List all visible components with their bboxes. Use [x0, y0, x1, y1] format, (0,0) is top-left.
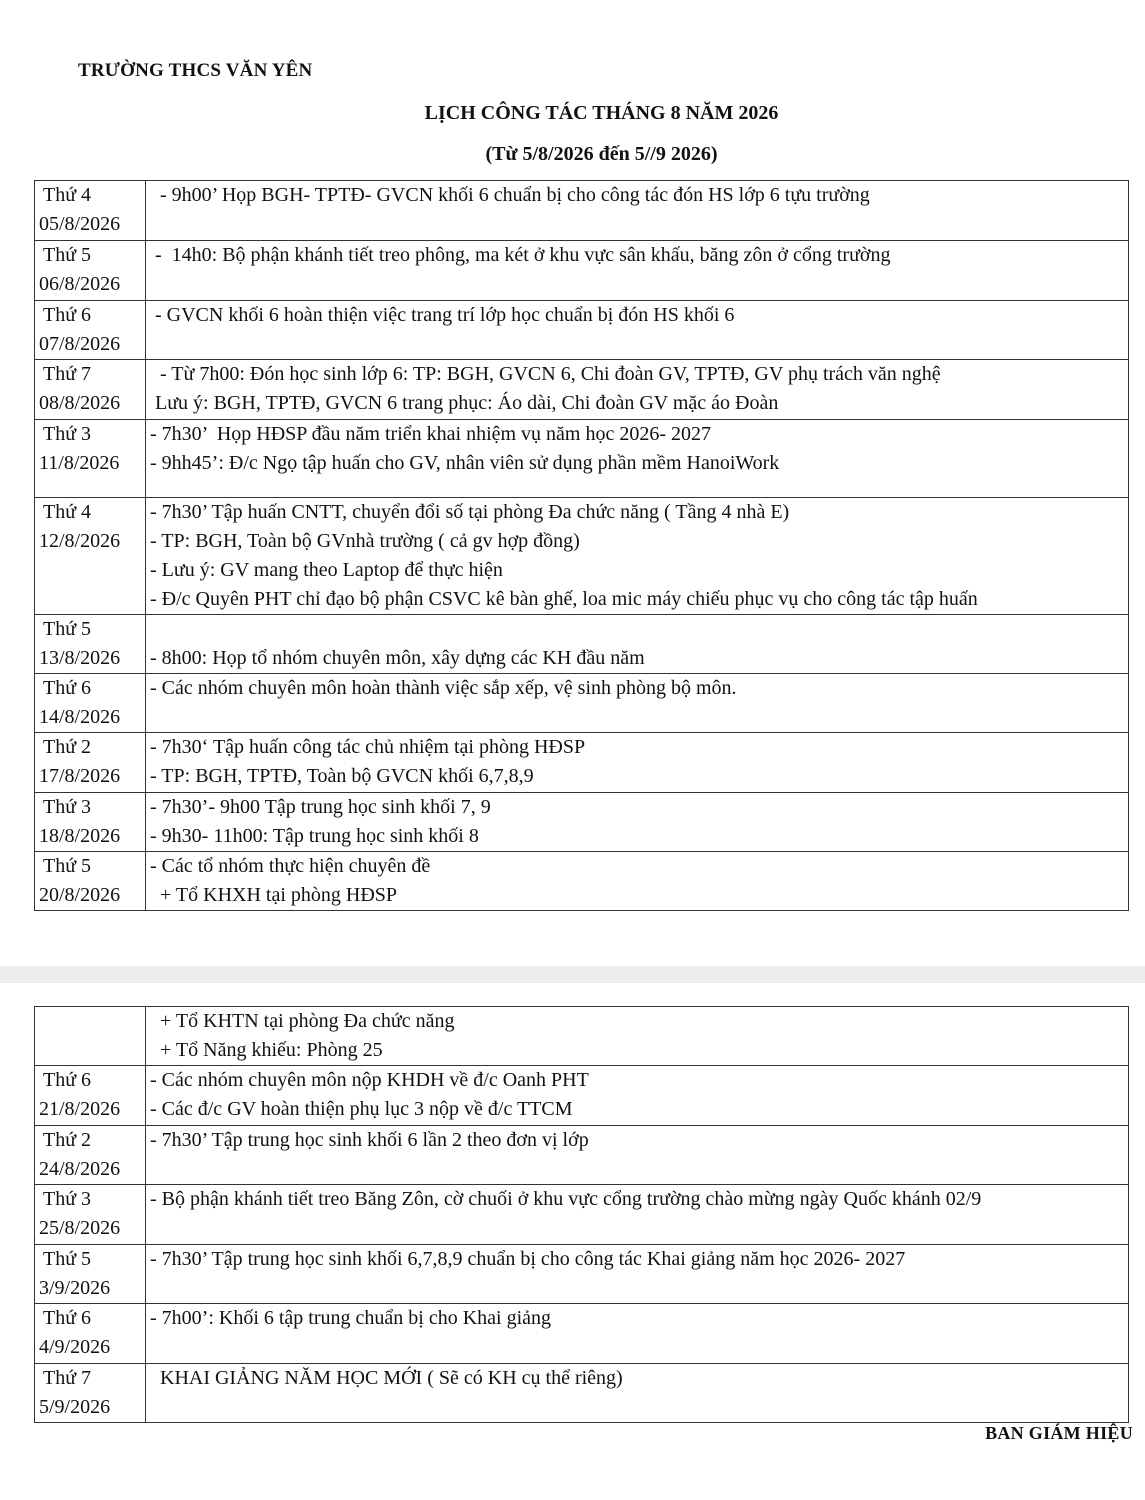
- day-cell: [35, 1066, 146, 1126]
- task-line: - 14h0: Bộ phận khánh tiết treo phông, ma két ở khu vực sân khấu, băng zôn ở cổng trường: [150, 244, 891, 266]
- task-line: - Đ/c Quyên PHT chỉ đạo bộ phận CSVC kê bàn ghế, loa mic máy chiếu phục vụ cho công tác tập huấn: [150, 588, 978, 610]
- schedule-row: [35, 181, 1129, 241]
- task-line: KHAI GIẢNG NĂM HỌC MỚI ( Sẽ có KH cụ thể riêng): [150, 1367, 623, 1389]
- schedule-row: [35, 1364, 1129, 1423]
- day-cell: [35, 1185, 146, 1245]
- weekday-label: Thứ 6: [43, 1069, 92, 1091]
- tasks-cell: [146, 1364, 1129, 1423]
- task-line: - 9h00’ Họp BGH- TPTĐ- GVCN khối 6 chuẩn bị cho công tác đón HS lớp 6 tựu trường: [150, 184, 870, 206]
- schedule-row: [35, 1245, 1129, 1304]
- weekday-label: Thứ 5: [43, 855, 92, 877]
- schedule-row: [35, 241, 1129, 301]
- date-label: 5/9/2026: [39, 1396, 111, 1418]
- schedule-table-1: [34, 180, 1129, 911]
- schedule-row: [35, 793, 1129, 852]
- day-cell: [35, 1245, 146, 1304]
- date-label: 07/8/2026: [39, 333, 121, 355]
- schedule-table-2: [34, 1006, 1129, 1423]
- day-cell: [35, 301, 146, 360]
- date-label: 11/8/2026: [39, 452, 120, 474]
- schedule-row: [35, 615, 1129, 674]
- school-name: TRƯỜNG THCS VĂN YÊN: [78, 60, 313, 81]
- day-cell: [35, 360, 146, 420]
- task-line: - Các tổ nhóm thực hiện chuyên đề: [150, 855, 431, 877]
- schedule-row: [35, 1066, 1129, 1126]
- date-label: 4/9/2026: [39, 1336, 111, 1358]
- tasks-cell: [146, 241, 1129, 301]
- date-label: 12/8/2026: [39, 530, 121, 552]
- weekday-label: Thứ 7: [43, 1367, 92, 1389]
- tasks-cell: [146, 674, 1129, 733]
- task-line: - Lưu ý: GV mang theo Laptop để thực hiện: [150, 559, 503, 581]
- schedule-row: [35, 1185, 1129, 1245]
- tasks-cell: [146, 1126, 1129, 1185]
- tasks-cell: [146, 301, 1129, 360]
- task-line: + Tổ KHTN tại phòng Đa chức năng: [150, 1010, 455, 1032]
- weekday-label: Thứ 7: [43, 363, 92, 385]
- task-line: + Tổ KHXH tại phòng HĐSP: [150, 884, 398, 906]
- weekday-label: Thứ 2: [43, 736, 92, 758]
- tasks-cell: [146, 1007, 1129, 1066]
- task-line: + Tổ Năng khiếu: Phòng 25: [150, 1039, 383, 1061]
- date-label: 21/8/2026: [39, 1098, 121, 1120]
- weekday-label: Thứ 5: [43, 244, 92, 266]
- tasks-cell: [146, 852, 1129, 911]
- weekday-label: Thứ 6: [43, 677, 92, 699]
- date-label: 13/8/2026: [39, 647, 121, 669]
- tasks-cell: [146, 498, 1129, 615]
- schedule-row: [35, 420, 1129, 498]
- page-break: [0, 966, 1145, 983]
- day-cell: [35, 793, 146, 852]
- day-cell: [35, 498, 146, 615]
- schedule-row: [35, 1304, 1129, 1364]
- day-cell: [35, 674, 146, 733]
- tasks-cell: [146, 793, 1129, 852]
- tasks-cell: [146, 1245, 1129, 1304]
- day-cell: [35, 181, 146, 241]
- date-label: 24/8/2026: [39, 1158, 121, 1180]
- task-line: - GVCN khối 6 hoàn thiện việc trang trí lớp học chuẩn bị đón HS khối 6: [150, 304, 735, 326]
- date-label: 05/8/2026: [39, 213, 121, 235]
- task-line: - 7h00’: Khối 6 tập trung chuẩn bị cho Khai giảng: [150, 1307, 552, 1329]
- signature-label: BAN GIÁM HIỆU: [985, 1423, 1133, 1443]
- date-label: 08/8/2026: [39, 392, 121, 414]
- task-line: - TP: BGH, Toàn bộ GVnhà trường ( cả gv hợp đồng): [150, 530, 580, 552]
- date-label: 14/8/2026: [39, 706, 121, 728]
- date-label: 3/9/2026: [39, 1277, 111, 1299]
- weekday-label: Thứ 5: [43, 1248, 92, 1270]
- day-cell: [35, 615, 146, 674]
- date-label: 06/8/2026: [39, 273, 121, 295]
- weekday-label: Thứ 4: [43, 184, 92, 206]
- day-cell: [35, 1007, 146, 1066]
- weekday-label: Thứ 4: [43, 501, 92, 523]
- task-line: [150, 615, 1128, 644]
- tasks-cell: [146, 1066, 1129, 1126]
- task-line: - 7h30’ Tập huấn CNTT, chuyển đổi số tại phòng Đa chức năng ( Tầng 4 nhà E): [150, 501, 790, 523]
- date-label: 17/8/2026: [39, 765, 121, 787]
- document-title: LỊCH CÔNG TÁC THÁNG 8 NĂM 2026: [424, 102, 779, 124]
- tasks-cell: [146, 360, 1129, 420]
- task-line: - 7h30‘ Tập huấn công tác chủ nhiệm tại phòng HĐSP: [150, 736, 586, 758]
- day-cell: [35, 852, 146, 911]
- day-cell: [35, 241, 146, 301]
- date-label: 18/8/2026: [39, 825, 121, 847]
- task-line: Lưu ý: BGH, TPTĐ, GVCN 6 trang phục: Áo dài, Chi đoàn GV mặc áo Đoàn: [150, 392, 779, 414]
- task-line: - 9hh45’: Đ/c Ngọ tập huấn cho GV, nhân viên sử dụng phần mềm HanoiWork: [150, 452, 780, 474]
- schedule-row: [35, 301, 1129, 360]
- schedule-row: [35, 360, 1129, 420]
- weekday-label: Thứ 3: [43, 1188, 92, 1210]
- task-line: - Bộ phận khánh tiết treo Băng Zôn, cờ chuối ở khu vực cổng trường chào mừng ngày Quốc khánh 02/9: [150, 1188, 982, 1210]
- task-line: - 7h30’ Họp HĐSP đầu năm triển khai nhiệm vụ năm học 2026- 2027: [150, 423, 712, 445]
- tasks-cell: [146, 420, 1129, 498]
- tasks-cell: [146, 181, 1129, 241]
- task-line: - Từ 7h00: Đón học sinh lớp 6: TP: BGH, GVCN 6, Chi đoàn GV, TPTĐ, GV phụ trách văn nghệ: [150, 363, 941, 385]
- day-cell: [35, 1364, 146, 1423]
- task-line: - 8h00: Họp tổ nhóm chuyên môn, xây dựng các KH đầu năm: [150, 647, 645, 669]
- day-cell: [35, 1126, 146, 1185]
- weekday-label: Thứ 6: [43, 304, 92, 326]
- weekday-label: Thứ 3: [43, 423, 92, 445]
- task-line: - Các nhóm chuyên môn nộp KHDH về đ/c Oanh PHT: [150, 1069, 589, 1091]
- schedule-row: [35, 1007, 1129, 1066]
- date-label: 25/8/2026: [39, 1217, 121, 1239]
- task-line: - 7h30’ Tập trung học sinh khối 6,7,8,9 chuẩn bị cho công tác Khai giảng năm học 2026- 2027: [150, 1248, 906, 1270]
- weekday-label: Thứ 3: [43, 796, 92, 818]
- tasks-cell: [146, 733, 1129, 793]
- weekday-label: Thứ 5: [43, 618, 92, 640]
- tasks-cell: [146, 1185, 1129, 1245]
- date-range: (Từ 5/8/2026 đến 5//9 2026): [485, 143, 718, 165]
- task-line: - TP: BGH, TPTĐ, Toàn bộ GVCN khối 6,7,8,9: [150, 765, 534, 787]
- task-line: - Các nhóm chuyên môn hoàn thành việc sắp xếp, vệ sinh phòng bộ môn.: [150, 677, 737, 699]
- schedule-row: [35, 674, 1129, 733]
- task-line: - 7h30’- 9h00 Tập trung học sinh khối 7, 9: [150, 796, 491, 818]
- schedule-row: [35, 1126, 1129, 1185]
- tasks-cell: [146, 1304, 1129, 1364]
- task-line: - 9h30- 11h00: Tập trung học sinh khối 8: [150, 825, 479, 847]
- schedule-row: [35, 498, 1129, 615]
- date-label: 20/8/2026: [39, 884, 121, 906]
- tasks-cell: [146, 615, 1129, 674]
- day-cell: [35, 420, 146, 498]
- day-cell: [35, 1304, 146, 1364]
- weekday-label: Thứ 6: [43, 1307, 92, 1329]
- weekday-label: Thứ 2: [43, 1129, 92, 1151]
- day-cell: [35, 733, 146, 793]
- task-line: - 7h30’ Tập trung học sinh khối 6 lần 2 theo đơn vị lớp: [150, 1129, 589, 1151]
- schedule-row: [35, 733, 1129, 793]
- schedule-row: [35, 852, 1129, 911]
- task-line: - Các đ/c GV hoàn thiện phụ lục 3 nộp về đ/c TTCM: [150, 1098, 573, 1120]
